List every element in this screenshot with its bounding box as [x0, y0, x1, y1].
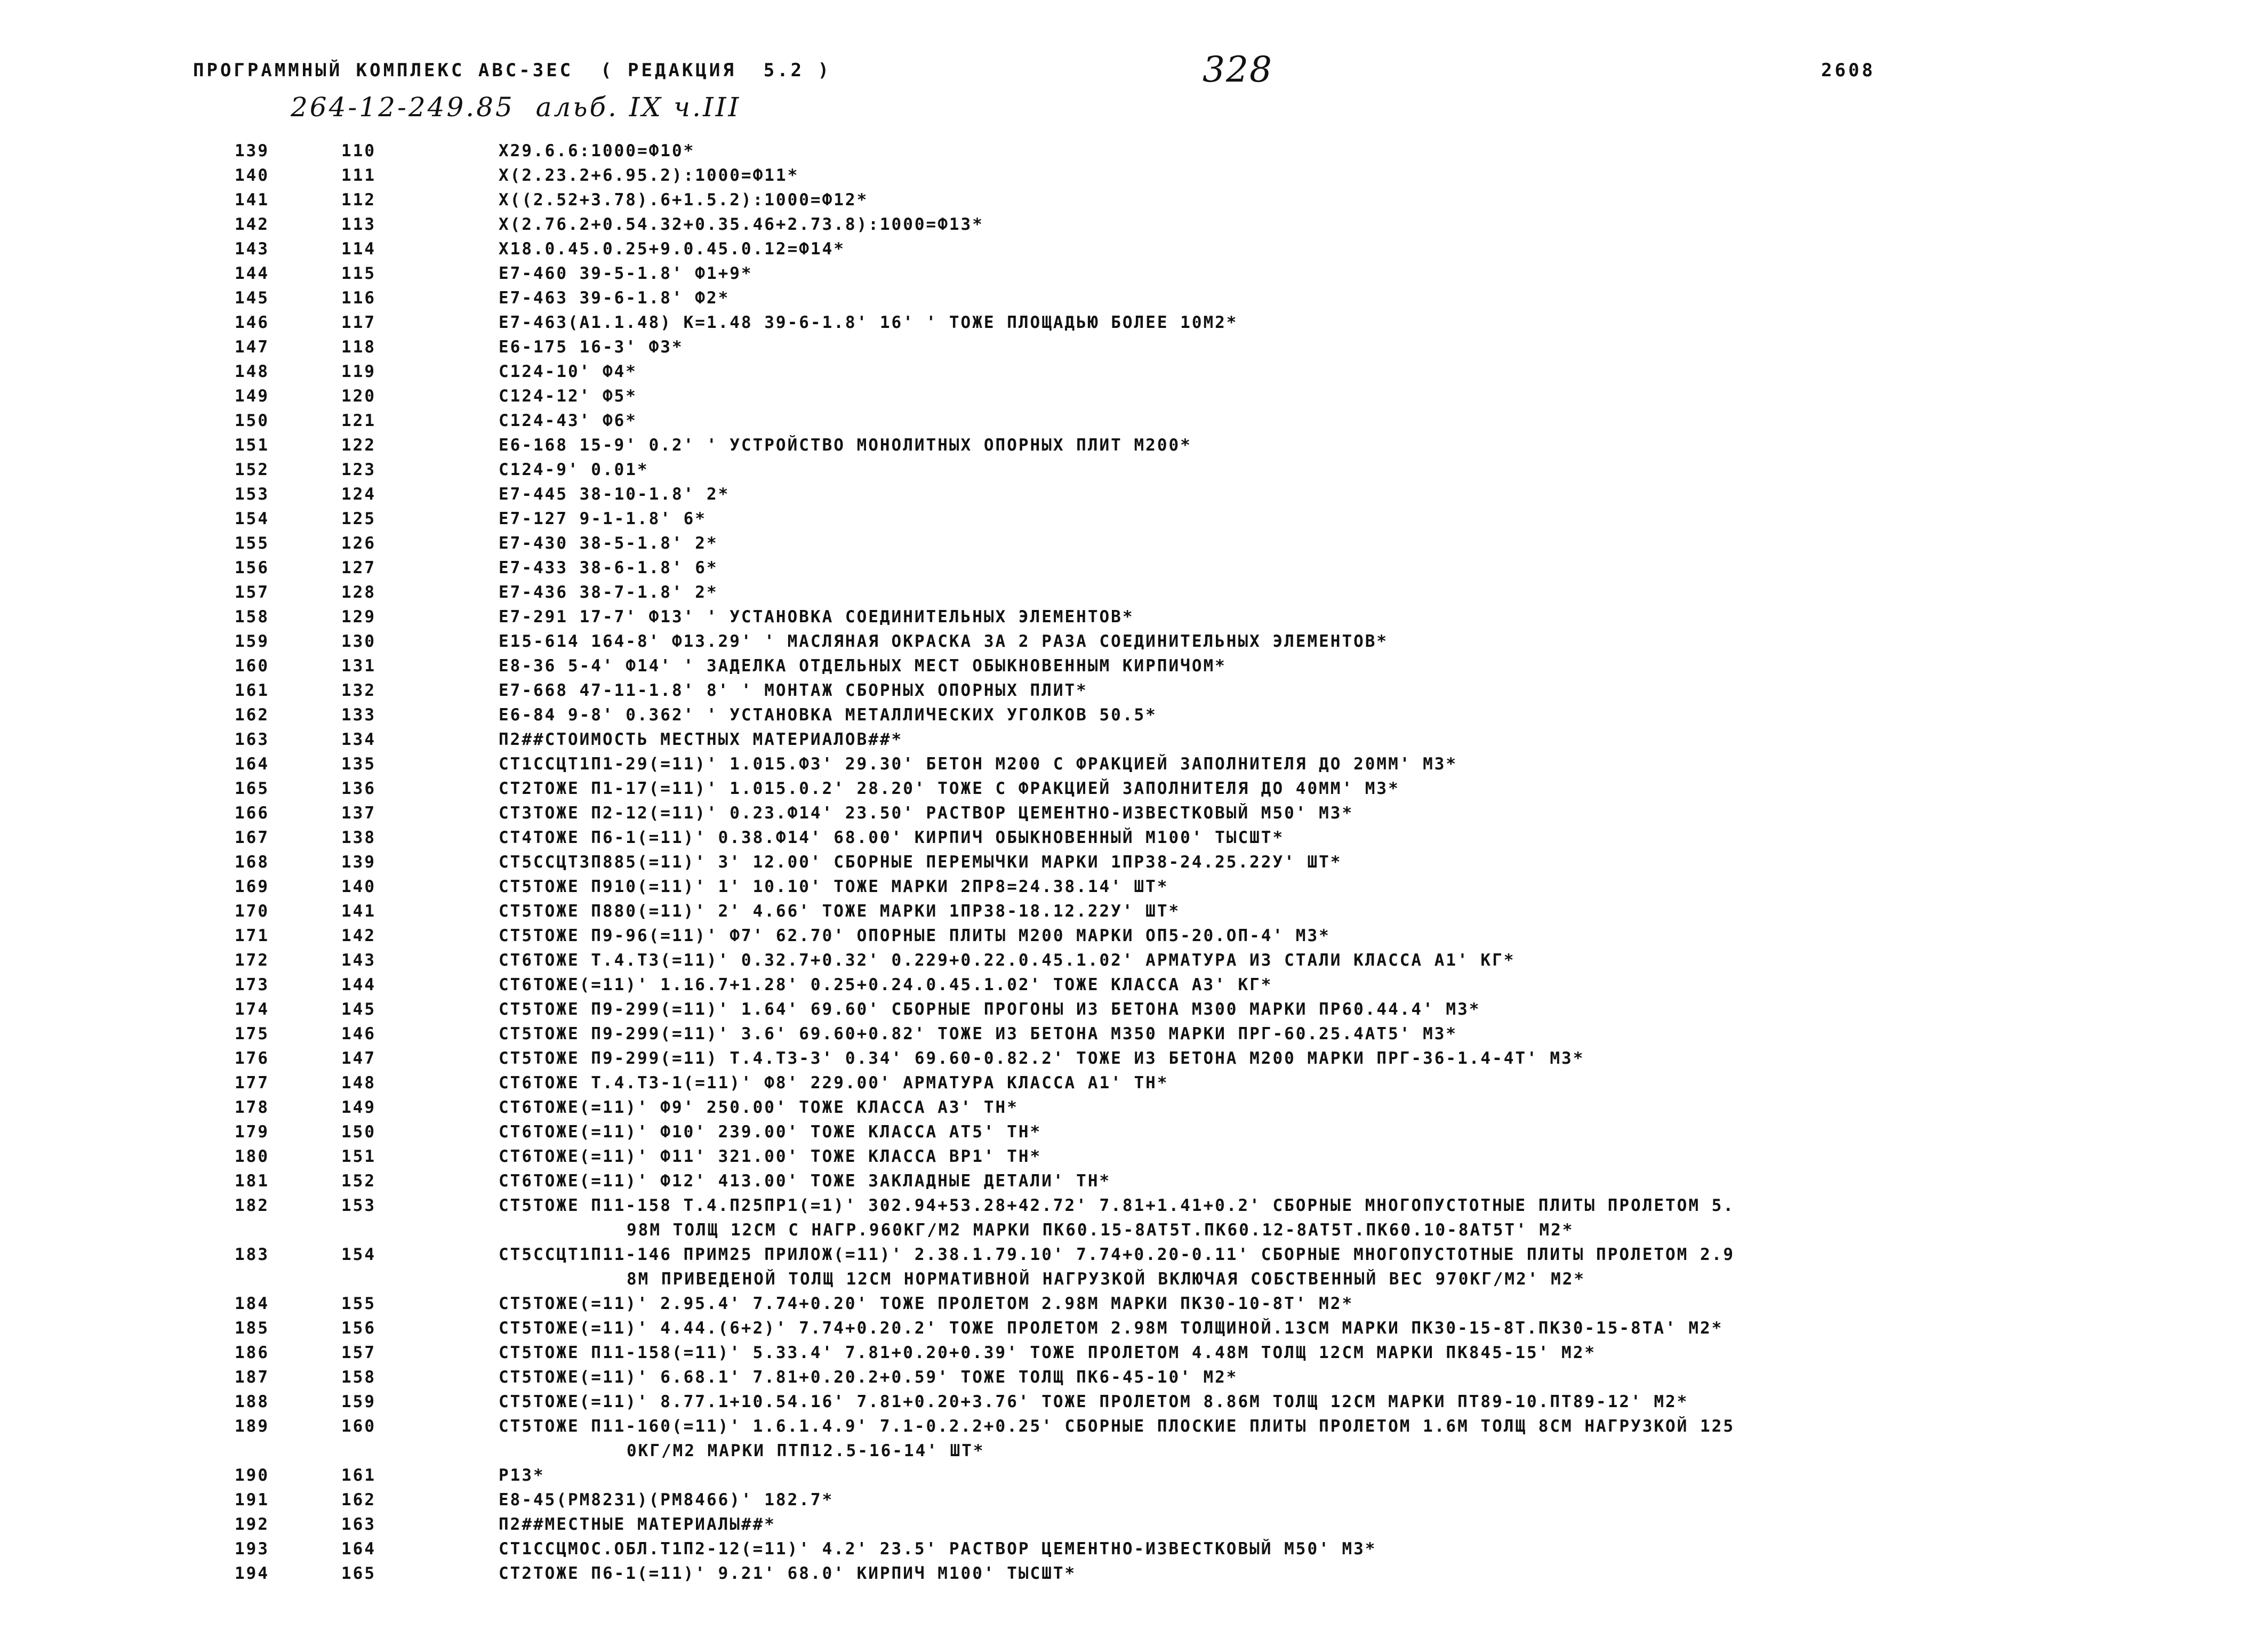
line-number: 177 — [235, 1073, 269, 1093]
line-number: 186 — [235, 1343, 269, 1362]
line-number: 159 — [235, 632, 269, 651]
line-number: 187 — [235, 1368, 269, 1387]
line-number: 162 — [235, 705, 269, 725]
statement-text — [499, 1463, 2221, 1488]
statement-line: Е15-614 164-8' Ф13.29' ' МАСЛЯНАЯ ОКРАСКА ЗА 2 РАЗА СОЕДИНИТЕЛЬНЫХ ЭЛЕМЕНТОВ* — [499, 632, 1389, 651]
statement-text — [499, 1488, 2221, 1512]
line-number: 152 — [235, 460, 269, 479]
line-number: 141 — [235, 190, 269, 210]
listing-row — [0, 163, 2268, 188]
listing-row — [0, 678, 2268, 703]
statement-text — [499, 973, 2221, 997]
listing-row — [0, 752, 2268, 776]
statement-text — [499, 1291, 2221, 1316]
statement-number: 144 — [341, 975, 376, 994]
statement-text — [499, 1022, 2221, 1046]
listing-row — [0, 261, 2268, 286]
statement-number: 151 — [341, 1147, 376, 1166]
statement-number: 157 — [341, 1343, 376, 1362]
statement-text — [499, 310, 2221, 335]
statement-number: 150 — [341, 1122, 376, 1142]
statement-text — [499, 1340, 2221, 1365]
line-number: 165 — [235, 779, 269, 798]
statement-line: X18.0.45.0.25+9.0.45.0.12=Ф14* — [499, 239, 845, 259]
line-number: 157 — [235, 583, 269, 602]
line-number: 174 — [235, 1000, 269, 1019]
statement-line: СТ5ТОЖЕ(=11)' 2.95.4' 7.74+0.20' ТОЖЕ ПРОЛЕТОМ 2.98М МАРКИ ПК30-10-8Т' М2* — [499, 1294, 1354, 1313]
statement-line: Р13* — [499, 1466, 545, 1485]
listing-row — [0, 1144, 2268, 1169]
statement-text — [499, 556, 2221, 580]
statement-number: 146 — [341, 1024, 376, 1043]
statement-line: СТ5ТОЖЕ П9-299(=11)' 1.64' 69.60' СБОРНЫЕ ПРОГОНЫ ИЗ БЕТОНА М300 МАРКИ ПР60.44.4' М3* — [499, 1000, 1481, 1019]
listing-row — [0, 286, 2268, 310]
listing-row — [0, 1512, 2268, 1537]
statement-text — [499, 212, 2221, 237]
line-number: 156 — [235, 558, 269, 577]
line-number: 149 — [235, 387, 269, 406]
listing-row — [0, 1291, 2268, 1316]
statement-text — [499, 924, 2221, 948]
listing-row — [0, 1120, 2268, 1144]
statement-line: СТ1ССЦТ1П1-29(=11)' 1.015.Ф3' 29.30' БЕТОН М200 С ФРАКЦИЕЙ ЗАПОЛНИТЕЛЯ ДО 20ММ' М3* — [499, 754, 1458, 774]
line-number: 184 — [235, 1294, 269, 1313]
statement-text — [499, 433, 2221, 457]
statement-number: 113 — [341, 215, 376, 234]
statement-number: 116 — [341, 288, 376, 308]
listing-row — [0, 1537, 2268, 1561]
statement-number: 152 — [341, 1171, 376, 1191]
statement-line: СТ6ТОЖЕ(=11)' Ф9' 250.00' ТОЖЕ КЛАССА А3' ТН* — [499, 1098, 1019, 1117]
statement-line: СТ5ССЦТ1П11-146 ПРИМ25 ПРИЛОЖ(=11)' 2.38.1.79.10' 7.74+0.20-0.11' СБОРНЫЕ МНОГОПУСТОТНЫЕ ПЛИТЫ ПРОЛЕТОМ 2.9 — [499, 1245, 1735, 1264]
line-number: 189 — [235, 1417, 269, 1436]
line-number: 164 — [235, 754, 269, 774]
statement-number: 134 — [341, 730, 376, 749]
listing-row — [0, 531, 2268, 556]
statement-line: СТ3ТОЖЕ П2-12(=11)' 0.23.Ф14' 23.50' РАСТВОР ЦЕМЕНТНО-ИЗВЕСТКОВЫЙ М50' М3* — [499, 804, 1354, 823]
statement-text — [499, 1193, 2221, 1242]
program-title: ПРОГРАММНЫЙ КОМПЛЕКС АВС-3ЕС ( РЕДАКЦИЯ 5.2 ) — [193, 60, 832, 81]
statement-text — [499, 359, 2221, 384]
line-number: 190 — [235, 1466, 269, 1485]
statement-number: 127 — [341, 558, 376, 577]
listing-row — [0, 237, 2268, 261]
statement-number: 145 — [341, 1000, 376, 1019]
line-number: 193 — [235, 1539, 269, 1559]
statement-number: 149 — [341, 1098, 376, 1117]
listing-row — [0, 1488, 2268, 1512]
statement-line: Е6-168 15-9' 0.2' ' УСТРОЙСТВО МОНОЛИТНЫХ ОПОРНЫХ ПЛИТ М200* — [499, 436, 1192, 455]
line-number: 163 — [235, 730, 269, 749]
statement-number: 163 — [341, 1515, 376, 1534]
statement-number: 125 — [341, 509, 376, 528]
statement-line: Е7-463 39-6-1.8' Ф2* — [499, 288, 730, 308]
statement-number: 138 — [341, 828, 376, 847]
statement-line: СТ6ТОЖЕ Т.4.Т3-1(=11)' Ф8' 229.00' АРМАТУРА КЛАССА А1' ТН* — [499, 1073, 1169, 1093]
statement-number: 121 — [341, 411, 376, 430]
listing-row — [0, 703, 2268, 727]
listing-row — [0, 948, 2268, 973]
statement-line: С124-9' 0.01* — [499, 460, 649, 479]
statement-line: СТ5ССЦТ3П885(=11)' 3' 12.00' СБОРНЫЕ ПЕРЕМЫЧКИ МАРКИ 1ПР38-24.25.22У' ШТ* — [499, 853, 1342, 872]
statement-line: СТ6ТОЖЕ(=11)' 1.16.7+1.28' 0.25+0.24.0.45.1.02' ТОЖЕ КЛАССА А3' КГ* — [499, 975, 1273, 994]
statement-text — [499, 1390, 2221, 1414]
statement-number: 155 — [341, 1294, 376, 1313]
line-number: 160 — [235, 656, 269, 676]
statement-line: П2##МЕСТНЫЕ МАТЕРИАЛЫ##* — [499, 1515, 776, 1534]
listing-row — [0, 874, 2268, 899]
statement-text — [499, 1365, 2221, 1390]
line-number: 140 — [235, 166, 269, 185]
statement-line: Е7-436 38-7-1.8' 2* — [499, 583, 718, 602]
statement-number: 153 — [341, 1196, 376, 1215]
statement-number: 160 — [341, 1417, 376, 1436]
line-number: 182 — [235, 1196, 269, 1215]
statement-line: СТ5ТОЖЕ П910(=11)' 1' 10.10' ТОЖЕ МАРКИ 2ПР8=24.38.14' ШТ* — [499, 877, 1169, 896]
line-number: 170 — [235, 902, 269, 921]
statement-text — [499, 1169, 2221, 1193]
statement-line: П2##СТОИМОСТЬ МЕСТНЫХ МАТЕРИАЛОВ##* — [499, 730, 903, 749]
line-number: 185 — [235, 1319, 269, 1338]
statement-text — [499, 580, 2221, 605]
statement-number: 136 — [341, 779, 376, 798]
statement-number: 118 — [341, 338, 376, 357]
statement-text — [499, 703, 2221, 727]
statement-text — [499, 408, 2221, 433]
line-number: 148 — [235, 362, 269, 381]
statement-line: Е7-291 17-7' Ф13' ' УСТАНОВКА СОЕДИНИТЕЛЬНЫХ ЭЛЕМЕНТОВ* — [499, 607, 1134, 627]
listing-row — [0, 1316, 2268, 1340]
statement-text — [499, 1242, 2221, 1291]
statement-line: X((2.52+3.78).6+1.5.2):1000=Ф12* — [499, 190, 869, 210]
statement-text — [499, 1512, 2221, 1537]
listing-row — [0, 139, 2268, 163]
statement-number: 164 — [341, 1539, 376, 1559]
statement-text — [499, 899, 2221, 924]
listing-row — [0, 1046, 2268, 1071]
statement-number: 122 — [341, 436, 376, 455]
statement-number: 141 — [341, 902, 376, 921]
statement-number: 133 — [341, 705, 376, 725]
statement-number: 165 — [341, 1564, 376, 1583]
statement-line: СТ5ТОЖЕ П11-160(=11)' 1.6.1.4.9' 7.1-0.2.2+0.25' СБОРНЫЕ ПЛОСКИЕ ПЛИТЫ ПРОЛЕТОМ 1.6М ТОЛЩ 8СМ НАГРУЗКОЙ 125 — [499, 1417, 1735, 1436]
statement-line: СТ5ТОЖЕ(=11)' 8.77.1+10.54.16' 7.81+0.20+3.76' ТОЖЕ ПРОЛЕТОМ 8.86М ТОЛЩ 12СМ МАРКИ ПТ89-10.ПТ89-12' М2* — [499, 1392, 1689, 1411]
line-number: 179 — [235, 1122, 269, 1142]
statement-number: 120 — [341, 387, 376, 406]
statement-number: 123 — [341, 460, 376, 479]
statement-text — [499, 1144, 2221, 1169]
statement-line: Е7-463(А1.1.48) К=1.48 39-6-1.8' 16' ' ТОЖЕ ПЛОЩАДЬЮ БОЛЕЕ 10М2* — [499, 313, 1238, 332]
line-number: 161 — [235, 681, 269, 700]
statement-number: 132 — [341, 681, 376, 700]
listing-row — [0, 924, 2268, 948]
statement-text — [499, 850, 2221, 874]
statement-text — [499, 752, 2221, 776]
statement-number: 154 — [341, 1245, 376, 1264]
line-number: 173 — [235, 975, 269, 994]
statement-text — [499, 1316, 2221, 1340]
listing-row — [0, 1169, 2268, 1193]
statement-text — [499, 261, 2221, 286]
line-number: 144 — [235, 264, 269, 283]
statement-line: СТ4ТОЖЕ П6-1(=11)' 0.38.Ф14' 68.00' КИРПИЧ ОБЫКНОВЕННЫЙ М100' ТЫСШТ* — [499, 828, 1285, 847]
listing-row — [0, 1071, 2268, 1095]
statement-number: 139 — [341, 853, 376, 872]
line-number: 147 — [235, 338, 269, 357]
statement-text — [499, 727, 2221, 752]
statement-line: СТ5ТОЖЕ(=11)' 6.68.1' 7.81+0.20.2+0.59' ТОЖЕ ТОЛЩ ПК6-45-10' М2* — [499, 1368, 1238, 1387]
listing-row — [0, 188, 2268, 212]
line-number: 191 — [235, 1490, 269, 1509]
statement-text — [499, 1095, 2221, 1120]
line-number: 153 — [235, 485, 269, 504]
statement-text — [499, 629, 2221, 654]
statement-number: 115 — [341, 264, 376, 283]
document-code: 2608 — [1821, 60, 1876, 81]
listing-row — [0, 408, 2268, 433]
line-number: 169 — [235, 877, 269, 896]
statement-line: Е7-430 38-5-1.8' 2* — [499, 534, 718, 553]
listing-row — [0, 899, 2268, 924]
line-number: 175 — [235, 1024, 269, 1043]
statement-continuation: 98М ТОЛЩ 12СМ С НАГР.960КГ/М2 МАРКИ ПК60.15-8АТ5Т.ПК60.12-8АТ5Т.ПК60.10-8АТ5Т' М2* — [627, 1221, 1574, 1240]
listing-row — [0, 825, 2268, 850]
statement-text — [499, 948, 2221, 973]
statement-text — [499, 1071, 2221, 1095]
line-number: 188 — [235, 1392, 269, 1411]
listing-row — [0, 384, 2268, 408]
listing-row — [0, 1365, 2268, 1390]
line-number: 155 — [235, 534, 269, 553]
statement-line: СТ5ТОЖЕ П11-158 Т.4.П25ПР1(=1)' 302.94+53.28+42.72' 7.81+1.41+0.2' СБОРНЫЕ МНОГОПУСТОТНЫЕ ПЛИТЫ ПРОЛЕТОМ 5. — [499, 1196, 1735, 1215]
statement-line: СТ5ТОЖЕ П9-299(=11) Т.4.Т3-3' 0.34' 69.60-0.82.2' ТОЖЕ ИЗ БЕТОНА М200 МАРКИ ПРГ-36-1.4-4Т' М3* — [499, 1049, 1585, 1068]
statement-text — [499, 188, 2221, 212]
statement-line: Е6-175 16-3' Ф3* — [499, 338, 684, 357]
statement-line: СТ2ТОЖЕ П1-17(=11)' 1.015.0.2' 28.20' ТОЖЕ С ФРАКЦИЕЙ ЗАПОЛНИТЕЛЯ ДО 40ММ' М3* — [499, 779, 1400, 798]
statement-text — [499, 1561, 2221, 1586]
line-number: 172 — [235, 951, 269, 970]
statement-text — [499, 801, 2221, 825]
statement-number: 129 — [341, 607, 376, 627]
line-number: 192 — [235, 1515, 269, 1534]
statement-number: 140 — [341, 877, 376, 896]
listing-row — [0, 973, 2268, 997]
statement-number: 124 — [341, 485, 376, 504]
listing-row — [0, 1095, 2268, 1120]
statement-line: Е8-45(РМ8231)(РМ8466)' 182.7* — [499, 1490, 834, 1509]
statement-number: 158 — [341, 1368, 376, 1387]
listing-body — [0, 139, 2268, 1586]
line-number: 154 — [235, 509, 269, 528]
statement-number: 159 — [341, 1392, 376, 1411]
statement-line: Е7-127 9-1-1.8' 6* — [499, 509, 707, 528]
listing-row — [0, 507, 2268, 531]
listing-row — [0, 457, 2268, 482]
line-number: 158 — [235, 607, 269, 627]
listing-row — [0, 212, 2268, 237]
statement-number: 162 — [341, 1490, 376, 1509]
statement-text — [499, 605, 2221, 629]
statement-text — [499, 384, 2221, 408]
statement-line: С124-12' Ф5* — [499, 387, 637, 406]
statement-text — [499, 457, 2221, 482]
statement-number: 119 — [341, 362, 376, 381]
statement-continuation: 0КГ/М2 МАРКИ ПТП12.5-16-14' ШТ* — [627, 1441, 985, 1460]
statement-text — [499, 482, 2221, 507]
listing-row — [0, 605, 2268, 629]
statement-number: 148 — [341, 1073, 376, 1093]
listing-row — [0, 482, 2268, 507]
statement-line: СТ5ТОЖЕ П880(=11)' 2' 4.66' ТОЖЕ МАРКИ 1ПР38-18.12.22У' ШТ* — [499, 902, 1181, 921]
statement-text — [499, 776, 2221, 801]
statement-text — [499, 335, 2221, 359]
line-number: 142 — [235, 215, 269, 234]
statement-line: Е7-433 38-6-1.8' 6* — [499, 558, 718, 577]
statement-line: Е6-84 9-8' 0.362' ' УСТАНОВКА МЕТАЛЛИЧЕСКИХ УГОЛКОВ 50.5* — [499, 705, 1157, 725]
statement-number: 117 — [341, 313, 376, 332]
listing-row — [0, 359, 2268, 384]
listing-row — [0, 1340, 2268, 1365]
listing-row — [0, 310, 2268, 335]
listing-row — [0, 1561, 2268, 1586]
listing-row — [0, 801, 2268, 825]
statement-number: 130 — [341, 632, 376, 651]
line-number: 167 — [235, 828, 269, 847]
listing-row — [0, 1242, 2268, 1291]
line-number: 194 — [235, 1564, 269, 1583]
statement-number: 110 — [341, 141, 376, 160]
statement-line: Е7-668 47-11-1.8' 8' ' МОНТАЖ СБОРНЫХ ОПОРНЫХ ПЛИТ* — [499, 681, 1088, 700]
statement-line: СТ5ТОЖЕ П11-158(=11)' 5.33.4' 7.81+0.20+0.39' ТОЖЕ ПРОЛЕТОМ 4.48М ТОЛЩ 12СМ МАРКИ ПК845-15' М2* — [499, 1343, 1597, 1362]
statement-number: 147 — [341, 1049, 376, 1068]
statement-line: X(2.23.2+6.95.2):1000=Ф11* — [499, 166, 799, 185]
statement-text — [499, 654, 2221, 678]
statement-number: 142 — [341, 926, 376, 945]
statement-text — [499, 1414, 2221, 1463]
listing-row — [0, 1022, 2268, 1046]
statement-number: 156 — [341, 1319, 376, 1338]
listing-row — [0, 629, 2268, 654]
statement-number: 137 — [341, 804, 376, 823]
line-number: 176 — [235, 1049, 269, 1068]
listing-row — [0, 580, 2268, 605]
listing-row — [0, 1390, 2268, 1414]
statement-text — [499, 507, 2221, 531]
statement-number: 128 — [341, 583, 376, 602]
statement-text — [499, 531, 2221, 556]
line-number: 139 — [235, 141, 269, 160]
statement-text — [499, 1120, 2221, 1144]
statement-number: 112 — [341, 190, 376, 210]
statement-line: СТ2ТОЖЕ П6-1(=11)' 9.21' 68.0' КИРПИЧ М100' ТЫСШТ* — [499, 1564, 1077, 1583]
line-number: 171 — [235, 926, 269, 945]
statement-number: 126 — [341, 534, 376, 553]
statement-text — [499, 874, 2221, 899]
statement-text — [499, 678, 2221, 703]
statement-text — [499, 163, 2221, 188]
statement-number: 131 — [341, 656, 376, 676]
listing-row — [0, 997, 2268, 1022]
line-number: 166 — [235, 804, 269, 823]
statement-number: 114 — [341, 239, 376, 259]
line-number: 150 — [235, 411, 269, 430]
listing-row — [0, 727, 2268, 752]
statement-line: СТ6ТОЖЕ(=11)' Ф10' 239.00' ТОЖЕ КЛАССА АТ5' ТН* — [499, 1122, 1042, 1142]
listing-row — [0, 850, 2268, 874]
statement-line: Е7-460 39-5-1.8' Ф1+9* — [499, 264, 753, 283]
statement-line: СТ5ТОЖЕ П9-299(=11)' 3.6' 69.60+0.82' ТОЖЕ ИЗ БЕТОНА М350 МАРКИ ПРГ-60.25.4АТ5' М3* — [499, 1024, 1458, 1043]
line-number: 143 — [235, 239, 269, 259]
line-number: 180 — [235, 1147, 269, 1166]
statement-line: СТ6ТОЖЕ(=11)' Ф12' 413.00' ТОЖЕ ЗАКЛАДНЫЕ ДЕТАЛИ' ТН* — [499, 1171, 1111, 1191]
listing-row — [0, 1193, 2268, 1242]
statement-text — [499, 139, 2221, 163]
statement-text — [499, 1046, 2221, 1071]
statement-line: X(2.76.2+0.54.32+0.35.46+2.73.8):1000=Ф13* — [499, 215, 984, 234]
line-number: 145 — [235, 288, 269, 308]
statement-text — [499, 1537, 2221, 1561]
statement-line: X29.6.6:1000=Ф10* — [499, 141, 695, 160]
handwritten-reference: 264-12-249.85 альб. IX ч.III — [291, 92, 741, 123]
listing-row — [0, 335, 2268, 359]
listing-row — [0, 433, 2268, 457]
statement-text — [499, 286, 2221, 310]
line-number: 178 — [235, 1098, 269, 1117]
statement-number: 161 — [341, 1466, 376, 1485]
statement-line: С124-10' Ф4* — [499, 362, 637, 381]
listing-row — [0, 776, 2268, 801]
listing-row — [0, 1463, 2268, 1488]
listing-row — [0, 1414, 2268, 1463]
statement-line: Е8-36 5-4' Ф14' ' ЗАДЕЛКА ОТДЕЛЬНЫХ МЕСТ ОБЫКНОВЕННЫМ КИРПИЧОМ* — [499, 656, 1227, 676]
line-number: 183 — [235, 1245, 269, 1264]
statement-line: Е7-445 38-10-1.8' 2* — [499, 485, 730, 504]
statement-line: С124-43' Ф6* — [499, 411, 637, 430]
statement-continuation: 8М ПРИВЕДЕНОЙ ТОЛЩ 12СМ НОРМАТИВНОЙ НАГРУЗКОЙ ВКЛЮЧАЯ СОБСТВЕННЫЙ ВЕС 970КГ/М2' М2* — [627, 1270, 1586, 1289]
page-number: 328 — [1203, 49, 1273, 90]
line-number: 168 — [235, 853, 269, 872]
line-number: 146 — [235, 313, 269, 332]
statement-text — [499, 237, 2221, 261]
statement-number: 111 — [341, 166, 376, 185]
statement-line: СТ6ТОЖЕ(=11)' Ф11' 321.00' ТОЖЕ КЛАССА ВР1' ТН* — [499, 1147, 1042, 1166]
line-number: 151 — [235, 436, 269, 455]
statement-text — [499, 825, 2221, 850]
statement-line: СТ5ТОЖЕ П9-96(=11)' Ф7' 62.70' ОПОРНЫЕ ПЛИТЫ М200 МАРКИ ОП5-20.ОП-4' М3* — [499, 926, 1331, 945]
listing-row — [0, 654, 2268, 678]
statement-line: СТ1ССЦМОС.ОБЛ.Т1П2-12(=11)' 4.2' 23.5' РАСТВОР ЦЕМЕНТНО-ИЗВЕСТКОВЫЙ М50' М3* — [499, 1539, 1377, 1559]
statement-line: СТ5ТОЖЕ(=11)' 4.44.(6+2)' 7.74+0.20.2' ТОЖЕ ПРОЛЕТОМ 2.98М ТОЛЩИНОЙ.13СМ МАРКИ ПК30-15-8Т.ПК30-15-8ТА' М2* — [499, 1319, 1724, 1338]
statement-number: 143 — [341, 951, 376, 970]
statement-number: 135 — [341, 754, 376, 774]
line-number: 181 — [235, 1171, 269, 1191]
listing-row — [0, 556, 2268, 580]
statement-text — [499, 997, 2221, 1022]
statement-line: СТ6ТОЖЕ Т.4.Т3(=11)' 0.32.7+0.32' 0.229+0.22.0.45.1.02' АРМАТУРА ИЗ СТАЛИ КЛАССА А1' КГ* — [499, 951, 1516, 970]
